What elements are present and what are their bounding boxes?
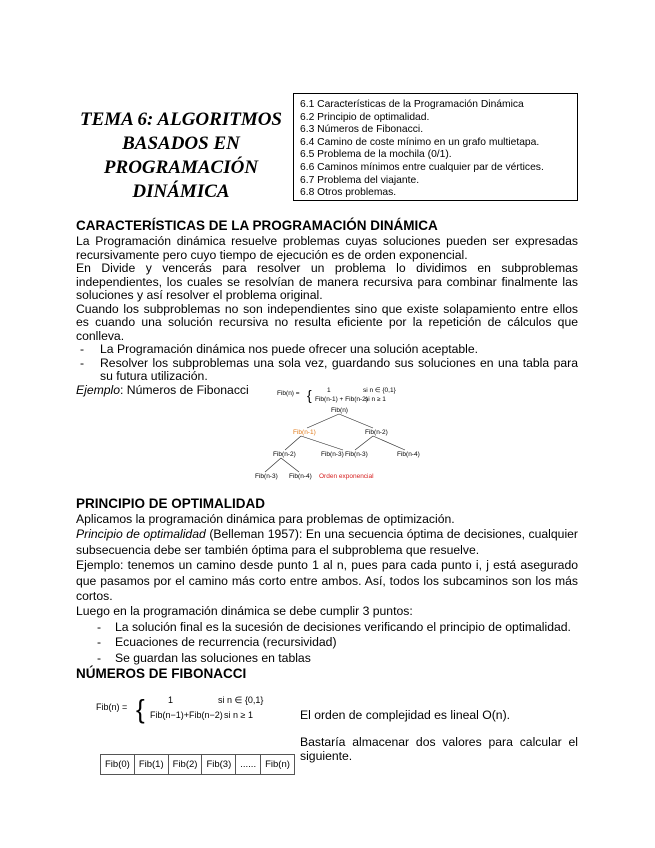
page-title [70, 108, 292, 204]
paragraph: Aplicamos la programación dinámica para problemas de optimización. [76, 512, 455, 526]
complexity-text: El orden de complejidad es lineal O(n). [300, 708, 511, 722]
fig-case1-val: 1 [327, 387, 331, 394]
section-heading-caracteristicas: CARACTERÍSTICAS DE LA PROGRAMACIÓN DINÁMICA [76, 218, 438, 233]
table-of-contents [293, 93, 578, 201]
example-text: : Números de Fibonacci [120, 382, 249, 397]
title-line: PROGRAMACIÓN [103, 157, 259, 178]
list-item: - Resolver los subproblemas una sola vez, guardando sus soluciones en una tabla para su futura utilización. [80, 355, 578, 383]
tree-node: Fib(n-2) [365, 429, 388, 436]
tree-node: Fib(n-4) [397, 451, 420, 458]
tree-node: Fib(n-4) [289, 473, 312, 480]
tree-edge [265, 458, 281, 472]
tree-node: Fib(n-1) [293, 429, 316, 436]
table-cell: Fib(3) [202, 755, 236, 775]
table-cell: ...... [236, 755, 261, 775]
list-item: - La solución final es la sucesión de decisiones verificando el principio de optimalidad. [97, 619, 571, 634]
bullet-text: Ecuaciones de recurrencia (recursividad) [115, 635, 337, 650]
fibonacci-table [100, 754, 295, 775]
formula-case2-val: Fib(n−1)+Fib(n−2) [150, 710, 223, 720]
section-heading-optimalidad: PRINCIPIO DE OPTIMALIDAD [76, 496, 266, 511]
principle-text: (Belleman 1957): En una secuencia óptima de decisiones, cualquier subsecuencia debe ser también óptima para el subproblema que resuelve. [76, 527, 578, 557]
fig-case1-cond: si n ∈ {0,1} [363, 387, 396, 394]
paragraph: Ejemplo: tenemos un camino desde punto 1 al n, pues para cada punto i, j está asegurado que pasamos por el camino más corto entre ambos. Así, todos los subcaminos son los más cortos. [76, 558, 578, 604]
fig-case2-val: Fib(n-1) + Fib(n-2) [315, 396, 368, 403]
toc-item: 6.6 Caminos mínimos entre cualquier par de vértices. [300, 161, 544, 173]
tree-edge [285, 436, 301, 450]
formula-case1-val: 1 [168, 695, 174, 705]
tree-edge [281, 458, 299, 472]
example-label: Ejemplo [76, 382, 121, 397]
tree-node: Fib(n-3) [321, 451, 344, 458]
fig-case2-cond: si n ≥ 1 [365, 396, 386, 403]
tree-node: Fib(n) [331, 407, 348, 414]
toc-item: 6.8 Otros problemas. [300, 187, 397, 199]
toc-item: 6.3 Números de Fibonacci. [300, 124, 424, 136]
title-line: DINÁMICA [132, 181, 230, 202]
section-body-caracteristicas [76, 235, 578, 397]
table-row [101, 755, 295, 775]
bullet-text: La Programación dinámica nos puede ofrecer una solución aceptable. [100, 342, 479, 356]
formula-brace: { [136, 694, 145, 724]
tree-edge [339, 414, 373, 428]
paragraph: Luego en la programación dinámica se debe cumplir 3 puntos: [76, 604, 413, 619]
fibonacci-recursion-tree [255, 382, 585, 482]
tree-node: Fib(n-3) [345, 451, 368, 458]
toc-item: 6.1 Características de la Programación Dinámica [300, 99, 524, 110]
tree-edge [301, 436, 343, 450]
toc-item: 6.7 Problema del viajante. [300, 174, 420, 186]
storage-text: Bastaría almacenar dos valores para calcular el siguiente. [300, 735, 578, 763]
table-cell: Fib(0) [101, 755, 135, 775]
paragraph: En Divide y vencerás para resolver un problema lo dividimos en subproblemas independientes, los cuales se resolvían de manera recursiva para combinar finalmente las soluciones y así resolver el problema original. [76, 261, 578, 302]
fibonacci-formula [94, 692, 294, 724]
toc-item: 6.2 Principio de optimalidad. [300, 111, 430, 123]
bullet-text: La solución final es la sucesión de decisiones verificando el principio de optimalidad. [115, 619, 571, 634]
principle-label: Principio de optimalidad [76, 527, 206, 542]
list-item: - Se guardan las soluciones en tablas [97, 650, 311, 665]
tree-edge [355, 436, 373, 450]
section-body-optimalidad [76, 512, 578, 666]
tree-edge [373, 436, 405, 450]
bullet-text: Se guardan las soluciones en tablas [115, 650, 311, 665]
fig-lhs: Fib(n) = [277, 390, 300, 397]
tree-node: Fib(n-2) [273, 451, 296, 458]
table-cell: Fib(2) [168, 755, 202, 775]
table-cell: Fib(n) [261, 755, 295, 775]
formula-case1-cond: si n ∈ {0,1} [218, 695, 264, 705]
list-item: - La Programación dinámica nos puede ofrecer una solución aceptable. [80, 342, 479, 356]
tree-annotation: Orden exponencial [319, 473, 374, 480]
title-line: TEMA 6: ALGORITMOS [80, 109, 282, 130]
table-cell: Fib(1) [134, 755, 168, 775]
formula-case2-cond: si n ≥ 1 [224, 710, 253, 720]
tree-node: Fib(n-3) [255, 473, 278, 480]
toc-item: 6.5 Problema de la mochila (0/1). [300, 149, 452, 161]
fig-brace: { [307, 387, 312, 403]
tree-edge [307, 414, 339, 428]
section-heading-fibonacci: NÚMEROS DE FIBONACCI [76, 666, 247, 681]
paragraph [76, 527, 578, 558]
toc-item: 6.4 Camino de coste mínimo en un grafo multietapa. [300, 136, 540, 148]
formula-lhs: Fib(n) = [96, 702, 128, 712]
title-line: BASADOS EN [122, 133, 240, 154]
paragraph: La Programación dinámica resuelve problemas cuyas soluciones pueden ser expresadas recursivamente pero cuyo tiempo de ejecución es de orden exponencial. [76, 234, 578, 262]
paragraph: Cuando los subproblemas no son independientes sino que existe solapamiento entre ellos es cuando una solución recursiva no resulta eficiente por la repetición de cálculos que conlleva. [76, 301, 578, 343]
list-item: - Ecuaciones de recurrencia (recursividad) [97, 635, 337, 650]
bullet-text: Resolver los subproblemas una sola vez, guardando sus soluciones en una tabla para su futura utilización. [100, 355, 578, 383]
